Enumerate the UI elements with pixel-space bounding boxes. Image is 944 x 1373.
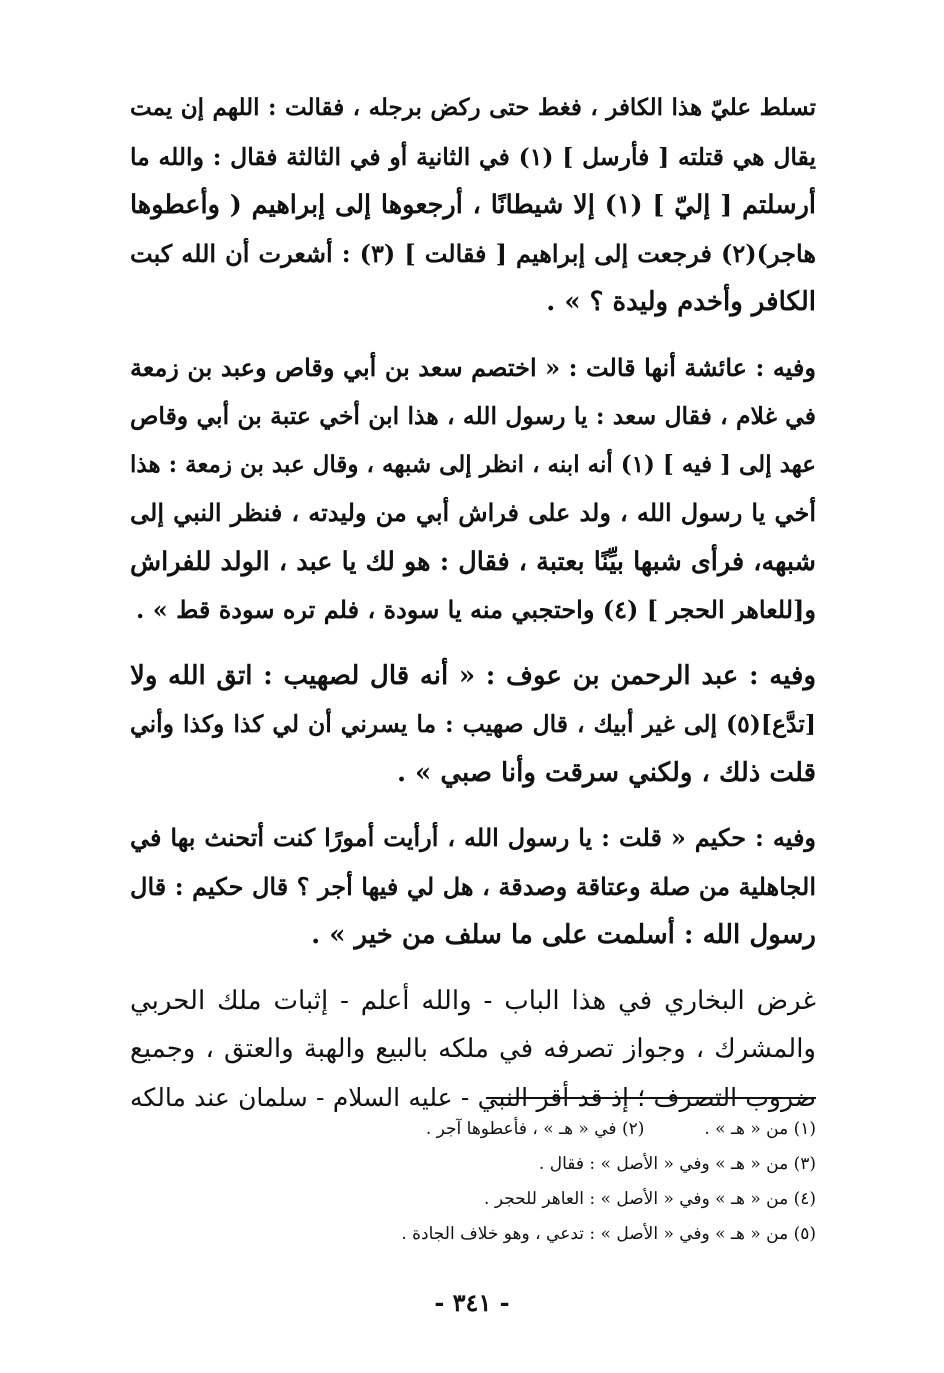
text-line: وفيه : عائشة أنها قالت : « اختصم سعد بن أبي وقاص وعبد بن زمعة: [130, 352, 816, 382]
text-line: أرسلتم [ إليّ ] (١) إلا شيطانًا ، أرجعوها إلى إبراهيم ( وأعطوها: [130, 190, 817, 220]
text-line: وفيه : حكيم « قلت : يا رسول الله ، أرأيت أمورًا كنت أتحنث بها في: [130, 823, 817, 852]
paragraph-abdulrahman-hadith: [130, 652, 816, 798]
text-line: تسلط عليّ هذا الكافر ، فغط حتى ركض برجله ، فقالت : اللهم إن يمت: [130, 94, 816, 121]
paragraph-hajar-story: [130, 84, 816, 327]
page-number: - ٣٤١ -: [434, 1288, 510, 1317]
paragraph-hakim-hadith: [130, 814, 816, 960]
footnote-5: (٥) من « هـ » وفي « الأصل » : تدعي ، وهو خلاف الجادة .: [401, 1224, 816, 1244]
text-line: في غلام ، فقال سعد : يا رسول الله ، هذا ابن أخي عتبة بن أبي وقاص: [130, 402, 816, 430]
footnote-4: (٤) من « هـ » وفي « الأصل » : العاهر للحجر .: [484, 1189, 816, 1209]
paragraph-commentary: [130, 977, 816, 1123]
text-line: ضروب التصرف ؛ إذ قد أقر النبي - عليه السلام - سلمان عند مالكه: [130, 1082, 816, 1112]
text-line: الجاهلية من صلة وعتاقة وصدقة ، هل لي فيها أجر ؟ قال حكيم : قال: [130, 871, 816, 901]
text-line: عهد إلى [ فيه ] (١) أنه ابنه ، انظر إلى شبهه ، وقال عبد بن زمعة : هذا: [130, 450, 816, 478]
text-line: الكافر وأخدم وليدة ؟ » .: [546, 287, 816, 317]
text-line: [تدَّع](٥) إلى غير أبيك ، قال صهيب : ما يسرني أن لي كذا وكذا وأني: [130, 710, 816, 738]
footnote-2: (٢) في « هـ » ، فأعطوها آجر .: [425, 1119, 645, 1139]
footnotes: [256, 1112, 816, 1252]
text-line: غرض البخاري في هذا الباب - والله أعلم - إثبات ملك الحربي: [130, 985, 816, 1016]
main-text: [130, 84, 816, 1139]
footnote-1: (١) من « هـ » .: [704, 1119, 816, 1139]
text-line: يقال هي قتلته [ فأرسل ] (١) في الثانية أو في الثالثة فقال : والله ما: [130, 142, 816, 171]
text-line: وفيه : عبد الرحمن بن عوف : « أنه قال لصهيب : اتق الله ولا: [130, 660, 816, 691]
text-line: رسول الله : أسلمت على ما سلف من خير » .: [311, 920, 816, 950]
paragraph-aisha-hadith: [130, 344, 816, 635]
text-line: أخي يا رسول الله ، ولد على فراش أبي من وليدته ، فنظر النبي إلى: [130, 498, 816, 527]
footnote-divider: [486, 1097, 816, 1099]
text-line: شبهه، فرأى شبها بيِّنًا بعتبة ، فقال : هو لك يا عبد ، الولد للفراش: [130, 546, 816, 577]
text-line: و[للعاهر الحجر ] (٤) واحتجبي منه يا سودة ، فلم تره سودة قط » .: [136, 595, 816, 624]
footnote-3: (٣) من « هـ » وفي « الأصل » : فقال .: [538, 1154, 816, 1174]
text-line: قلت ذلك ، ولكني سرقت وأنا صبي » .: [396, 757, 816, 788]
footnote-row: [256, 1112, 816, 1147]
text-line: هاجر)(٢) فرجعت إلى إبراهيم [ فقالت ] (٣) : أشعرت أن الله كبت: [130, 238, 816, 268]
text-line: والمشرك ، وجواز تصرفه في ملكه بالبيع والهبة والعتق ، وجميع: [130, 1034, 816, 1064]
